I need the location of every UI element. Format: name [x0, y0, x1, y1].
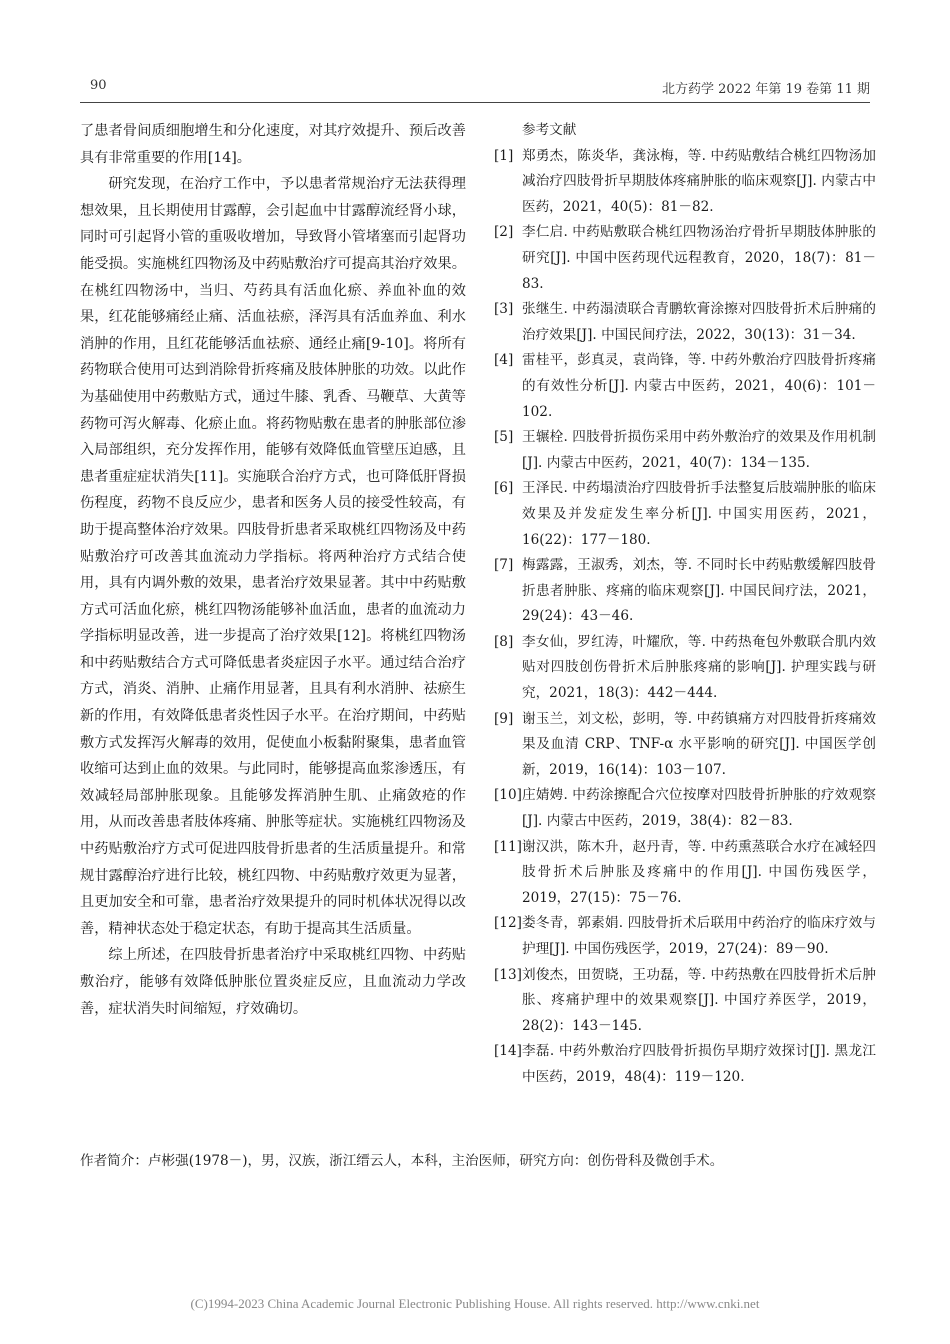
reference-item [494, 835, 876, 912]
references-list [494, 144, 876, 1091]
reference-item [494, 911, 876, 962]
reference-number: [12] [494, 915, 522, 932]
reference-text: 梅露露，王淑秀，刘杰，等. 不同时长中药贴敷缓解四肢骨折患者肿胀、疼痛的临床观察[J]. 中国民间疗法，2021，29(24)：43－46. [522, 557, 876, 625]
reference-text: 雷桂平，彭真灵，袁尚锋，等. 中药外敷治疗四肢骨折疼痛的有效性分析[J]. 内蒙古中医药，2021，40(6)：101－102. [522, 352, 876, 420]
reference-text: 李仁启. 中药贴敷联合桃红四物汤治疗骨折早期肢体肿胀的研究[J]. 中国中医药现代远程教育，2020，18(7)：81－83. [522, 224, 876, 292]
reference-item [494, 220, 876, 297]
reference-text: 李磊. 中药外敷治疗四肢骨折损伤早期疗效探讨[J]. 黑龙江中医药，2019，48(4)：119－120. [522, 1043, 876, 1085]
copyright-footer: (C)1994-2023 China Academic Journal Electronic Publishing House. All rights reserved. http://www.cnki.net [190, 1296, 760, 1311]
reference-text: 谢玉兰，刘文松，彭明，等. 中药镇痛方对四肢骨折疼痛效果及血清 CRP、TNF-α 水平影响的研究[J]. 中国医学创新，2019，16(14)：103－107. [522, 710, 876, 778]
reference-item [494, 297, 876, 348]
reference-number: [5] [494, 429, 514, 446]
reference-number: [6] [494, 480, 514, 497]
reference-number: [7] [494, 557, 514, 574]
reference-number: [9] [494, 710, 514, 727]
reference-text: 王辗栓. 四肢骨折损伤采用中药外敷治疗的效果及作用机制[J]. 内蒙古中医药，2021，40(7)：134－135. [522, 429, 876, 471]
reference-item [494, 348, 876, 425]
reference-number: [1] [494, 147, 514, 164]
reference-text: 谢汉洪，陈木升，赵丹青，等. 中药熏蒸联合水疗在减轻四肢骨折术后肿胀及疼痛中的作用[J]. 中国伤残医学，2019，27(15)：75－76. [522, 838, 876, 906]
body-paragraph: 研究发现，在治疗工作中，予以患者常规治疗无法获得理想效果，且长期使用甘露醇，会引起血中甘露醇流经肾小球，同时可引起肾小管的重吸收增加，导致肾小管堵塞而引起肾功能受损。实施桃红四物汤及中药贴敷治疗可提高其治疗效果。在桃红四物汤中，当归、芍药具有活血化瘀、养血补血的效果，红花能够痛经止痛、活血祛瘀，泽泻具有活血养血、利水消肿的作用，且红花能够活血祛瘀、通经止痛[9-10]。将所有药物联合使用可达到消除骨折疼痛及肢体肿胀的功效。以此作为基础使用中药敷贴方式，通过牛膝、乳香、马鞭草、大黄等药物可泻火解毒、化瘀止血。将药物贴敷在患者的肿胀部位渗入局部组织，充分发挥作用，能够有效降低血管壁压迫感，且患者重症症状消失[11]。实施联合治疗方式，也可降低肝肾损伤程度，药物不良反应少，患者和医务人员的接受性较高，有助于提高整体治疗效果。四肢骨折患者采取桃红四物汤及中药贴敷治疗可改善其血流动力学指标。将两种治疗方式结合使用，具有内调外敷的效果，患者治疗效果显著。其中中药贴敷方式可活血化瘀，桃红四物汤能够补血活血，患者的血流动力学指标明显改善，进一步提高了治疗效果[12]。将桃红四物汤和中药贴敷结合方式可降低患者炎症因子水平。通过结合治疗方式，消炎、消肿、止痛作用显著，且具有利水消肿、祛瘀生新的作用，有效降低患者炎性因子水平。在治疗期间，中药贴敷方式发挥泻火解毒的效用，促使血小板黏附聚集，患者血管收缩可达到止血的效果。与此同时，能够提高血浆渗透压，有效减轻局部肿胀现象。且能够发挥消肿生肌、止痛敛疮的作用，从而改善患者肢体疼痛、肿胀等症状。实施桃红四物汤及中药贴敷治疗方式可促进四肢骨折患者的生活质量提升。和常规甘露醇治疗进行比较，桃红四物、中药贴敷疗效更为显著，且更加安全和可靠，患者治疗效果提升的同时机体状况得以改善，精神状态处于稳定状态，有助于提高其生活质量。 [80, 176, 466, 937]
reference-text: 娄冬青，郭素娟. 四肢骨折术后联用中药治疗的临床疗效与护理[J]. 中国伤残医学，2019，27(24)：89－90. [522, 915, 876, 957]
reference-number: [2] [494, 224, 514, 241]
journal-issue: 北方药学 2022 年第 19 卷第 11 期 [662, 82, 870, 97]
references-column [494, 118, 876, 1091]
reference-item [494, 963, 876, 1040]
reference-text: 李女仙，罗红涛，叶耀欣，等. 中药热奄包外敷联合肌内效贴对四肢创伤骨折术后肿胀疼痛的影响[J]. 护理实践与研究，2021，18(3)：442－444. [522, 633, 876, 702]
reference-number: [11] [494, 838, 522, 855]
reference-number: [13] [494, 966, 522, 983]
page-number: 90 [90, 78, 107, 93]
page-header [80, 72, 870, 103]
reference-item [494, 630, 876, 707]
body-paragraph: 综上所述，在四肢骨折患者治疗中采取桃红四物、中药贴敷治疗，能够有效降低肿胀位置炎症反应，且血流动力学改善，症状消失时间缩短，疗效确切。 [80, 947, 466, 1017]
reference-item [494, 553, 876, 630]
reference-number: [4] [494, 352, 514, 369]
reference-item [494, 1039, 876, 1090]
body-text-column [80, 118, 466, 1022]
reference-text: 张继生. 中药溻渍联合青鹏软膏涂擦对四肢骨折术后肿痛的治疗效果[J]. 中国民间疗法，2022，30(13)：31－34. [522, 301, 876, 343]
body-paragraph: 了患者骨间质细胞增生和分化速度，对其疗效提升、预后改善具有非常重要的作用[14]。 [80, 123, 466, 166]
reference-item [494, 707, 876, 784]
author-note: 作者简介：卢彬强(1978－)，男，汉族，浙江缙云人，本科，主治医师，研究方向：创伤骨科及微创手术。 [80, 1153, 724, 1169]
reference-number: [3] [494, 301, 514, 318]
reference-item [494, 425, 876, 476]
reference-number: [14] [494, 1043, 522, 1060]
reference-number: [8] [494, 633, 514, 650]
references-title: 参考文献 [522, 122, 577, 138]
reference-item [494, 476, 876, 553]
reference-text: 庄婧娉. 中药涂擦配合穴位按摩对四肢骨折肿胀的疗效观察[J]. 内蒙古中医药，2019，38(4)：82－83. [522, 787, 876, 830]
reference-text: 刘俊杰，田贺晓，王功磊，等. 中药热敷在四肢骨折术后肿胀、疼痛护理中的效果观察[J]. 中国疗养医学，2019，28(2)：143－145. [522, 966, 876, 1034]
reference-number: [10] [494, 787, 522, 804]
reference-item [494, 783, 876, 834]
reference-item [494, 144, 876, 221]
reference-text: 王泽民. 中药塌渍治疗四肢骨折手法整复后肢端肿胀的临床效果及并发症发生率分析[J]. 中国实用医药，2021，16(22)：177－180. [522, 480, 876, 548]
reference-text: 郑勇杰，陈炎华，龚泳梅，等. 中药贴敷结合桃红四物汤加减治疗四肢骨折早期肢体疼痛肿胀的临床观察[J]. 内蒙古中医药，2021，40(5)：81－82. [522, 147, 876, 215]
